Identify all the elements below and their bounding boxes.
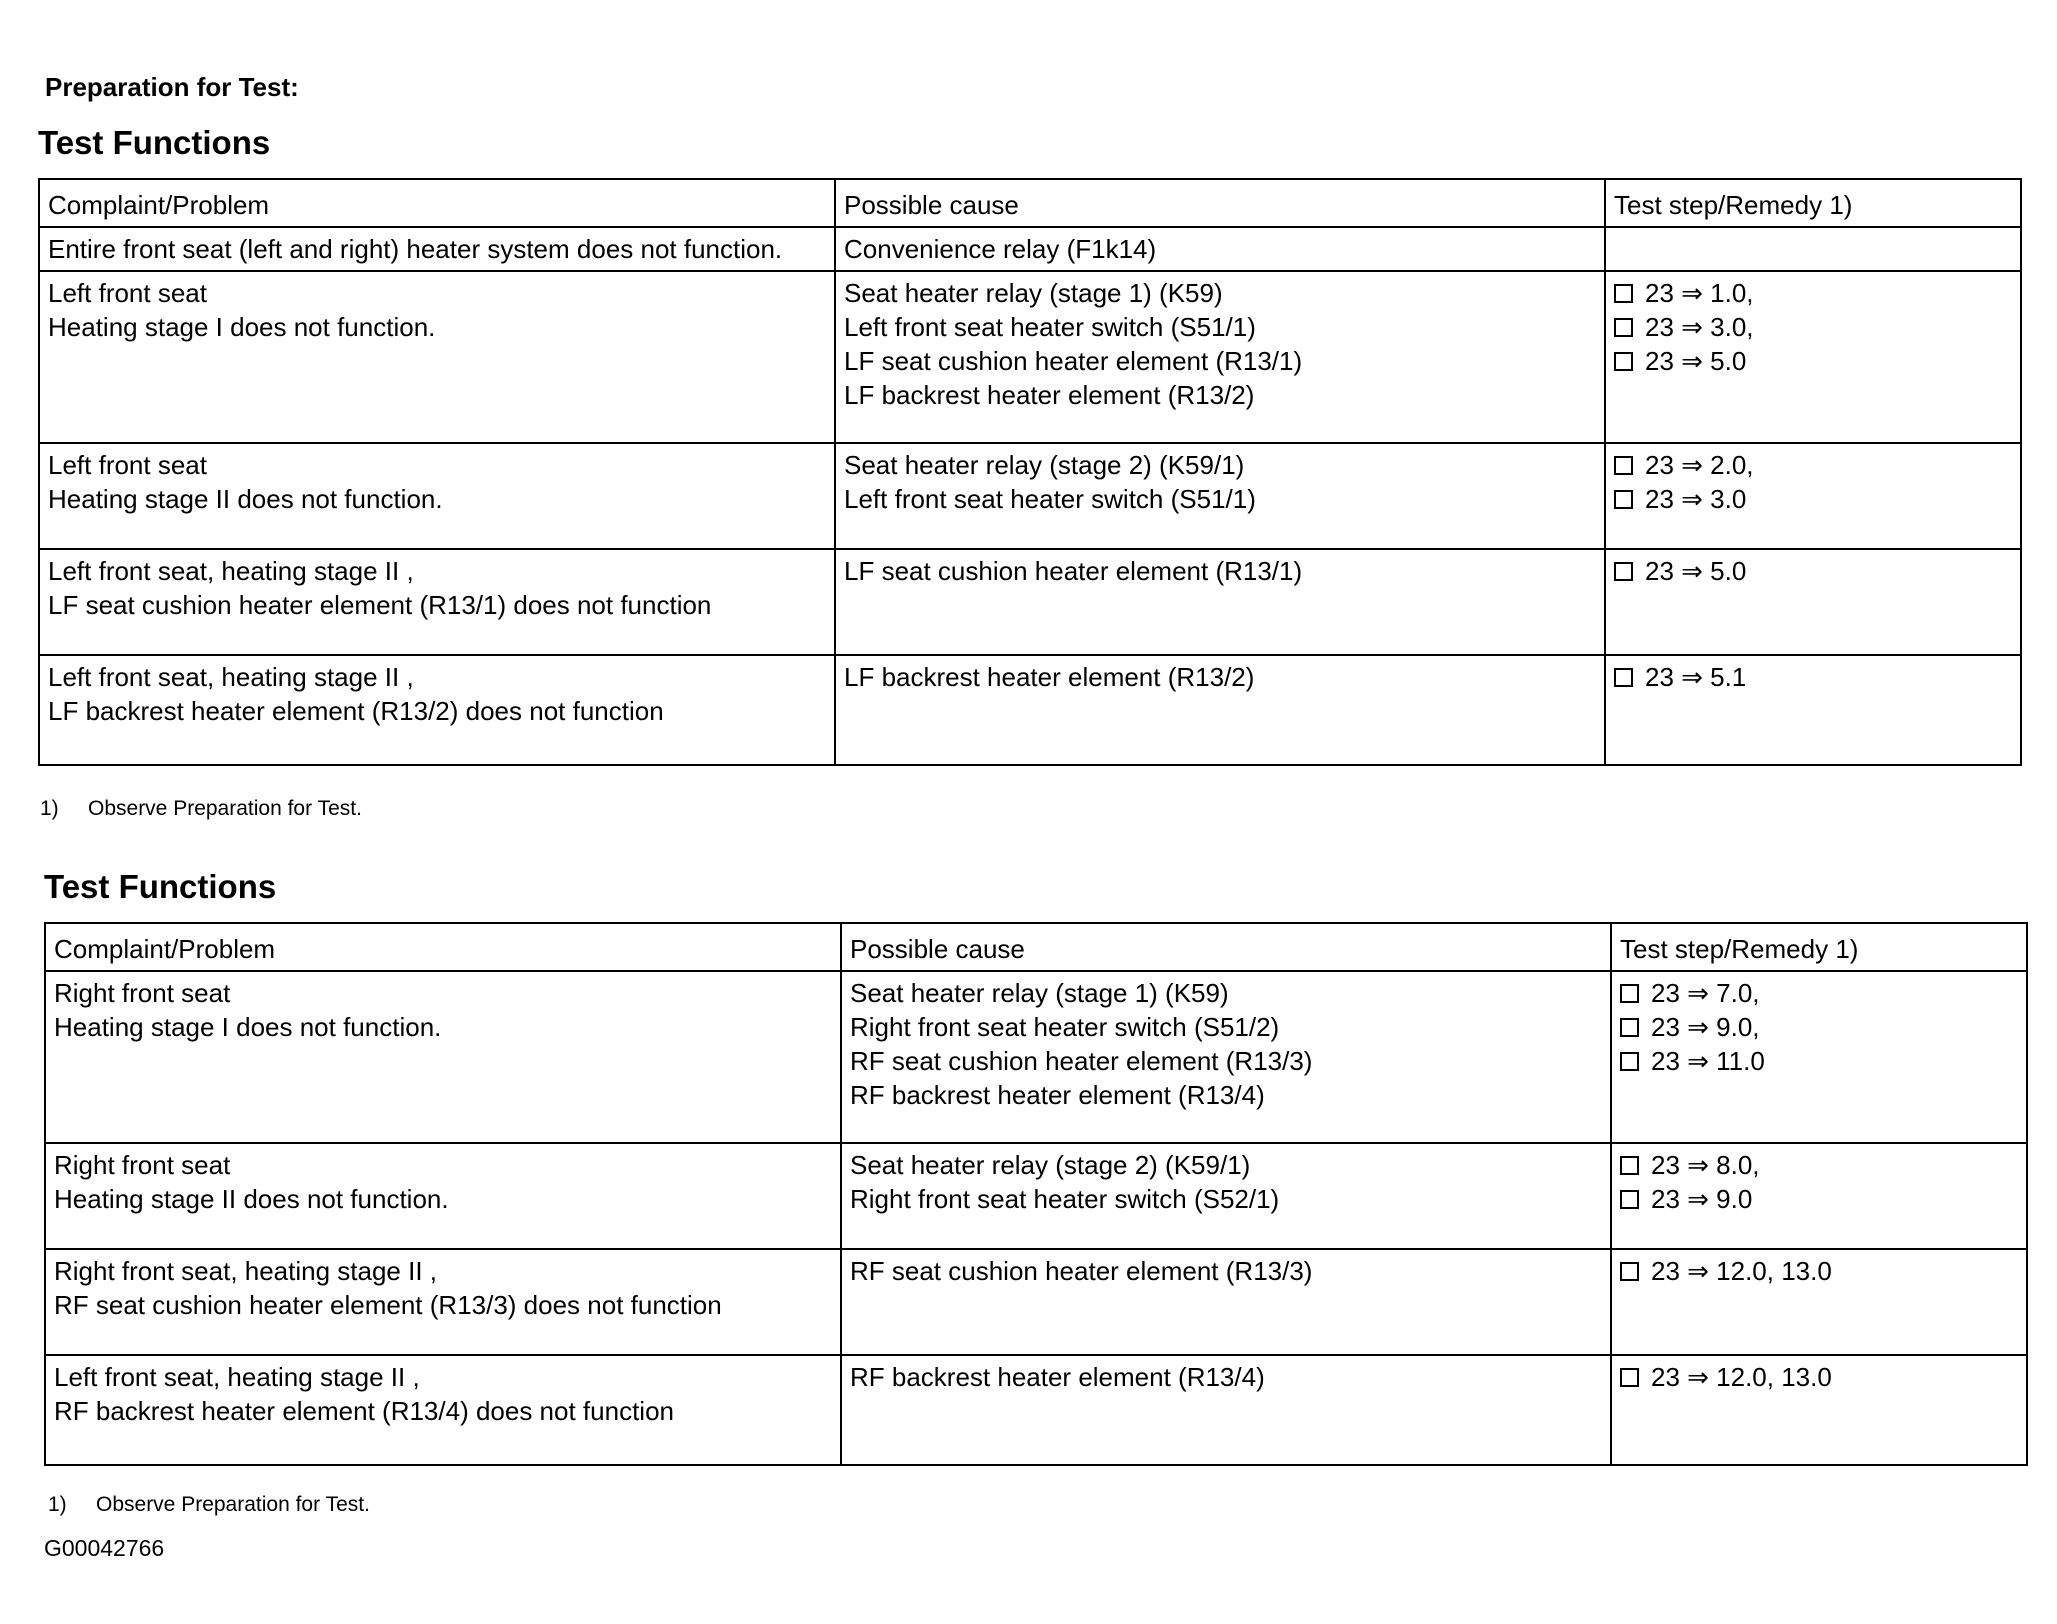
header-possible-cause: Possible cause bbox=[835, 179, 1605, 227]
checkbox-square-icon bbox=[1620, 1262, 1639, 1281]
test-step-text: 23 ⇒ 8.0, bbox=[1651, 1150, 1760, 1180]
header-possible-cause: Possible cause bbox=[841, 923, 1611, 971]
checkbox-square-icon bbox=[1620, 1052, 1639, 1071]
possible-cause-cell bbox=[841, 1143, 1611, 1249]
possible-cause-text: Seat heater relay (stage 2) (K59/1) bbox=[850, 1150, 1251, 1180]
complaint-cell bbox=[45, 1249, 841, 1355]
complaint-text: Left front seat bbox=[48, 278, 207, 308]
section-title: Test Functions bbox=[44, 868, 277, 905]
possible-cause-cell bbox=[835, 655, 1605, 765]
possible-cause-cell bbox=[835, 549, 1605, 655]
complaint-cell bbox=[39, 443, 835, 549]
header-test-step-remedy: Test step/Remedy 1) bbox=[1605, 179, 2021, 227]
complaint-text: Heating stage I does not function. bbox=[48, 312, 436, 342]
footnote-text: Observe Preparation for Test. bbox=[88, 797, 362, 820]
checkbox-square-icon bbox=[1614, 318, 1633, 337]
test-step-text: 23 ⇒ 3.0 bbox=[1645, 484, 1747, 514]
complaint-text: Right front seat bbox=[54, 1150, 231, 1180]
possible-cause-text: RF seat cushion heater element (R13/3) bbox=[850, 1256, 1313, 1286]
complaint-text: Left front seat, heating stage II , bbox=[54, 1362, 420, 1392]
possible-cause-text: Seat heater relay (stage 1) (K59) bbox=[844, 278, 1223, 308]
test-step-remedy-cell bbox=[1611, 1249, 2027, 1355]
footnote-mark: 1) bbox=[40, 797, 59, 820]
possible-cause-text: Left front seat heater switch (S51/1) bbox=[844, 484, 1256, 514]
document-id: G00042766 bbox=[44, 1535, 165, 1561]
test-step-item bbox=[1614, 310, 2012, 344]
complaint-cell bbox=[45, 1355, 841, 1465]
footnote-text: Observe Preparation for Test. bbox=[96, 1493, 370, 1516]
header-test-step-remedy: Test step/Remedy 1) bbox=[1611, 923, 2027, 971]
checkbox-square-icon bbox=[1620, 1190, 1639, 1209]
test-step-text: 23 ⇒ 1.0, bbox=[1645, 278, 1754, 308]
complaint-text: Left front seat, heating stage II , bbox=[48, 662, 414, 692]
test-step-remedy-cell bbox=[1605, 549, 2021, 655]
test-functions-table bbox=[44, 922, 2028, 1466]
possible-cause-cell bbox=[841, 1355, 1611, 1465]
test-step-item bbox=[1620, 1182, 2018, 1216]
test-step-remedy-cell bbox=[1605, 443, 2021, 549]
checkbox-square-icon bbox=[1614, 284, 1633, 303]
checkbox-square-icon bbox=[1614, 490, 1633, 509]
possible-cause-cell bbox=[841, 971, 1611, 1143]
possible-cause-text: RF seat cushion heater element (R13/3) bbox=[850, 1046, 1313, 1076]
header-complaint: Complaint/Problem bbox=[39, 179, 835, 227]
test-step-item bbox=[1620, 1010, 2018, 1044]
table-row bbox=[39, 549, 2021, 655]
complaint-text: Right front seat, heating stage II , bbox=[54, 1256, 438, 1286]
table-row bbox=[45, 971, 2027, 1143]
possible-cause-text: LF seat cushion heater element (R13/1) bbox=[844, 346, 1303, 376]
complaint-text: LF backrest heater element (R13/2) does not function bbox=[48, 696, 664, 726]
possible-cause-cell bbox=[835, 271, 1605, 443]
test-step-text: 23 ⇒ 5.1 bbox=[1645, 662, 1747, 692]
possible-cause-text: LF backrest heater element (R13/2) bbox=[844, 662, 1255, 692]
possible-cause-text: Convenience relay (F1k14) bbox=[844, 234, 1157, 264]
table-header-row bbox=[39, 179, 2021, 227]
complaint-cell bbox=[39, 655, 835, 765]
complaint-cell bbox=[39, 549, 835, 655]
test-step-remedy-cell bbox=[1605, 227, 2021, 271]
preparation-heading: Preparation for Test: bbox=[45, 72, 299, 102]
test-step-text: 23 ⇒ 11.0 bbox=[1651, 1046, 1765, 1076]
footnote bbox=[48, 1493, 370, 1517]
test-step-text: 23 ⇒ 9.0 bbox=[1651, 1184, 1753, 1214]
complaint-text: RF backrest heater element (R13/4) does not function bbox=[54, 1396, 674, 1426]
complaint-text: Heating stage II does not function. bbox=[54, 1184, 449, 1214]
complaint-text: Heating stage II does not function. bbox=[48, 484, 443, 514]
possible-cause-cell bbox=[841, 1249, 1611, 1355]
test-step-remedy-cell bbox=[1605, 655, 2021, 765]
checkbox-square-icon bbox=[1620, 1018, 1639, 1037]
possible-cause-text: Left front seat heater switch (S51/1) bbox=[844, 312, 1256, 342]
possible-cause-text: RF backrest heater element (R13/4) bbox=[850, 1362, 1265, 1392]
checkbox-square-icon bbox=[1614, 668, 1633, 687]
test-step-item bbox=[1614, 344, 2012, 378]
test-step-item bbox=[1614, 276, 2012, 310]
possible-cause-text: LF backrest heater element (R13/2) bbox=[844, 380, 1255, 410]
test-step-remedy-cell bbox=[1611, 1143, 2027, 1249]
test-step-item bbox=[1620, 1360, 2018, 1394]
possible-cause-text: Seat heater relay (stage 2) (K59/1) bbox=[844, 450, 1245, 480]
table-row bbox=[45, 1143, 2027, 1249]
complaint-cell bbox=[39, 271, 835, 443]
complaint-text: Left front seat bbox=[48, 450, 207, 480]
possible-cause-text: Right front seat heater switch (S51/2) bbox=[850, 1012, 1280, 1042]
possible-cause-text: Seat heater relay (stage 1) (K59) bbox=[850, 978, 1229, 1008]
test-step-text: 23 ⇒ 5.0 bbox=[1645, 556, 1747, 586]
complaint-text: Heating stage I does not function. bbox=[54, 1012, 442, 1042]
table-row bbox=[39, 655, 2021, 765]
possible-cause-text: RF backrest heater element (R13/4) bbox=[850, 1080, 1265, 1110]
possible-cause-text: LF seat cushion heater element (R13/1) bbox=[844, 556, 1303, 586]
test-step-text: 23 ⇒ 9.0, bbox=[1651, 1012, 1760, 1042]
test-step-text: 23 ⇒ 7.0, bbox=[1651, 978, 1760, 1008]
test-step-remedy-cell bbox=[1611, 971, 2027, 1143]
table-row bbox=[39, 227, 2021, 271]
table-row bbox=[45, 1249, 2027, 1355]
checkbox-square-icon bbox=[1614, 456, 1633, 475]
complaint-text: RF seat cushion heater element (R13/3) does not function bbox=[54, 1290, 722, 1320]
test-step-text: 23 ⇒ 2.0, bbox=[1645, 450, 1754, 480]
checkbox-square-icon bbox=[1620, 1368, 1639, 1387]
table-header-row bbox=[45, 923, 2027, 971]
complaint-text: Entire front seat (left and right) heater system does not function. bbox=[48, 234, 783, 264]
test-step-text: 23 ⇒ 5.0 bbox=[1645, 346, 1747, 376]
test-step-text: 23 ⇒ 12.0, 13.0 bbox=[1651, 1362, 1832, 1392]
checkbox-square-icon bbox=[1614, 352, 1633, 371]
test-step-text: 23 ⇒ 12.0, 13.0 bbox=[1651, 1256, 1832, 1286]
possible-cause-text: Right front seat heater switch (S52/1) bbox=[850, 1184, 1280, 1214]
complaint-text: Left front seat, heating stage II , bbox=[48, 556, 414, 586]
test-step-item bbox=[1620, 1254, 2018, 1288]
complaint-text: Right front seat bbox=[54, 978, 231, 1008]
test-step-text: 23 ⇒ 3.0, bbox=[1645, 312, 1754, 342]
test-step-item bbox=[1614, 448, 2012, 482]
table-row bbox=[39, 443, 2021, 549]
test-step-item bbox=[1620, 976, 2018, 1010]
test-step-remedy-cell bbox=[1611, 1355, 2027, 1465]
possible-cause-cell bbox=[835, 443, 1605, 549]
test-step-item bbox=[1614, 482, 2012, 516]
complaint-cell bbox=[45, 971, 841, 1143]
complaint-text: LF seat cushion heater element (R13/1) does not function bbox=[48, 590, 712, 620]
test-step-remedy-cell bbox=[1605, 271, 2021, 443]
footnote bbox=[40, 797, 362, 821]
footnote-mark: 1) bbox=[48, 1493, 67, 1516]
section-title: Test Functions bbox=[38, 124, 271, 161]
checkbox-square-icon bbox=[1620, 1156, 1639, 1175]
header-complaint: Complaint/Problem bbox=[45, 923, 841, 971]
test-step-item bbox=[1614, 660, 2012, 694]
complaint-cell bbox=[45, 1143, 841, 1249]
complaint-cell bbox=[39, 227, 835, 271]
checkbox-square-icon bbox=[1620, 984, 1639, 1003]
test-functions-table bbox=[38, 178, 2022, 766]
table-row bbox=[39, 271, 2021, 443]
test-step-item bbox=[1614, 554, 2012, 588]
possible-cause-cell bbox=[835, 227, 1605, 271]
table-row bbox=[45, 1355, 2027, 1465]
checkbox-square-icon bbox=[1614, 562, 1633, 581]
test-step-item bbox=[1620, 1044, 2018, 1078]
test-step-item bbox=[1620, 1148, 2018, 1182]
